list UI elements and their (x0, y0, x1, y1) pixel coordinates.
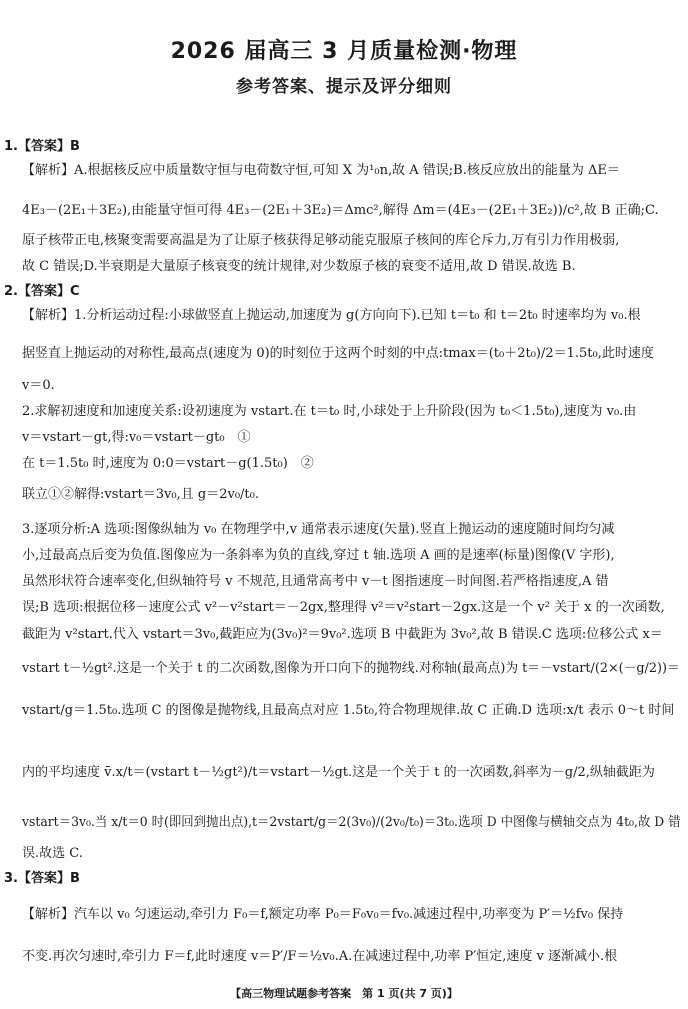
text-line: 4E₃－(2E₁＋3E₂),由能量守恒可得 4E₃－(2E₁＋3E₂)＝Δmc²,解得 Δm＝(4E₃－(2E₁＋3E₂))/c²,故 B 正确;C. (22, 203, 659, 218)
text-line: 联立①②解得:vstart＝3v₀,且 g＝2v₀/t₀. (22, 487, 259, 502)
text-line: 截距为 v²start.代入 vstart＝3v₀,截距应为(3v₀)²＝9v₀².选项 B 中截距为 3v₀²,故 B 错误.C 选项:位移公式 x＝ (22, 627, 663, 642)
text-line: 内的平均速度 v̄.x/t＝(vstart t－½gt²)/t＝vstart－½gt.这是一个关于 t 的一次函数,斜率为－g/2,纵轴截距为 (22, 765, 655, 780)
text-line: 原子核带正电,核聚变需要高温是为了让原子核获得足够动能克服原子核间的库仑斥力,万有引力作用极弱, (22, 233, 620, 248)
page-footer: 【高三物理试题参考答案 第 1 页(共 7 页)】 (230, 987, 458, 1000)
text-line: 【解析】汽车以 v₀ 匀速运动,牵引力 F₀＝f,额定功率 P₀＝F₀v₀＝fv₀.减速过程中,功率变为 P′＝½fv₀ 保持 (22, 907, 624, 922)
answer-heading-1: 1.【答案】B (4, 139, 80, 154)
text-line: 【解析】A.根据核反应中质量数守恒与电荷数守恒,可知 X 为¹₀n,故 A 错误;B.核反应放出的能量为 ΔE＝ (22, 163, 620, 178)
text-line: 小,过最高点后变为负值.图像应为一条斜率为负的直线,穿过 t 轴.选项 A 画的是速率(标量)图像(V 字形), (22, 548, 615, 563)
text-line: 据竖直上抛运动的对称性,最高点(速度为 0)的时刻位于这两个时刻的中点:tmax＝(t₀＋2t₀)/2＝1.5t₀,此时速度 (22, 346, 654, 361)
text-line: vstart/g＝1.5t₀.选项 C 的图像是抛物线,且最高点对应 1.5t₀,符合物理规律.故 C 正确.D 选项:x/t 表示 0～t 时间 (22, 703, 675, 718)
text-line: v＝vstart－gt,得:v₀＝vstart－gt₀ ① (22, 430, 251, 445)
text-line: v＝0. (22, 378, 55, 393)
text-line: 3.逐项分析:A 选项:图像纵轴为 v₀ 在物理学中,v 通常表示速度(矢量).竖直上抛运动的速度随时间均匀减 (22, 522, 615, 537)
text-line: 故 C 错误;D.半衰期是大量原子核衰变的统计规律,对少数原子核的衰变不适用,故 D 错误.故选 B. (22, 259, 576, 274)
text-line: 【解析】1.分析运动过程:小球做竖直上抛运动,加速度为 g(方向向下).已知 t＝t₀ 和 t＝2t₀ 时速率均为 v₀.根 (22, 308, 641, 323)
answer-heading-3: 3.【答案】B (4, 871, 80, 886)
text-line: 误.故选 C. (22, 846, 83, 861)
text-line: 不变.再次匀速时,牵引力 F＝f,此时速度 v＝P′/F＝½v₀.A.在减速过程中,功率 P′恒定,速度 v 逐渐减小.根 (22, 949, 618, 964)
page-subtitle: 参考答案、提示及评分细则 (236, 77, 452, 97)
text-line: 2.求解初速度和加速度关系:设初速度为 vstart.在 t＝t₀ 时,小球处于上升阶段(因为 t₀＜1.5t₀),速度为 v₀.由 (22, 404, 637, 419)
text-line: 在 t＝1.5t₀ 时,速度为 0:0＝vstart－g(1.5t₀) ② (22, 456, 314, 471)
text-line: vstart＝3v₀.当 x/t＝0 时(即回到抛出点),t＝2vstart/g＝2(3v₀)/(2v₀/t₀)＝3t₀.选项 D 中图像与横轴交点为 4t₀,故 D 错 (22, 815, 681, 830)
text-line: 误;B 选项:根据位移－速度公式 v²－v²start＝－2gx,整理得 v²＝v²start－2gx.这是一个 v² 关于 x 的一次函数, (22, 600, 665, 615)
text-line: 虽然形状符合速率变化,但纵轴符号 v 不规范,且通常高考中 v－t 图指速度－时间图.若严格指速度,A 错 (22, 574, 609, 589)
page-title: 2026 届高三 3 月质量检测·物理 (170, 39, 518, 64)
text-line: vstart t－½gt².这是一个关于 t 的二次函数,图像为开口向下的抛物线.对称轴(最高点)为 t＝－vstart/(2×(－g/2))＝ (22, 661, 680, 676)
answer-heading-2: 2.【答案】C (4, 284, 80, 299)
